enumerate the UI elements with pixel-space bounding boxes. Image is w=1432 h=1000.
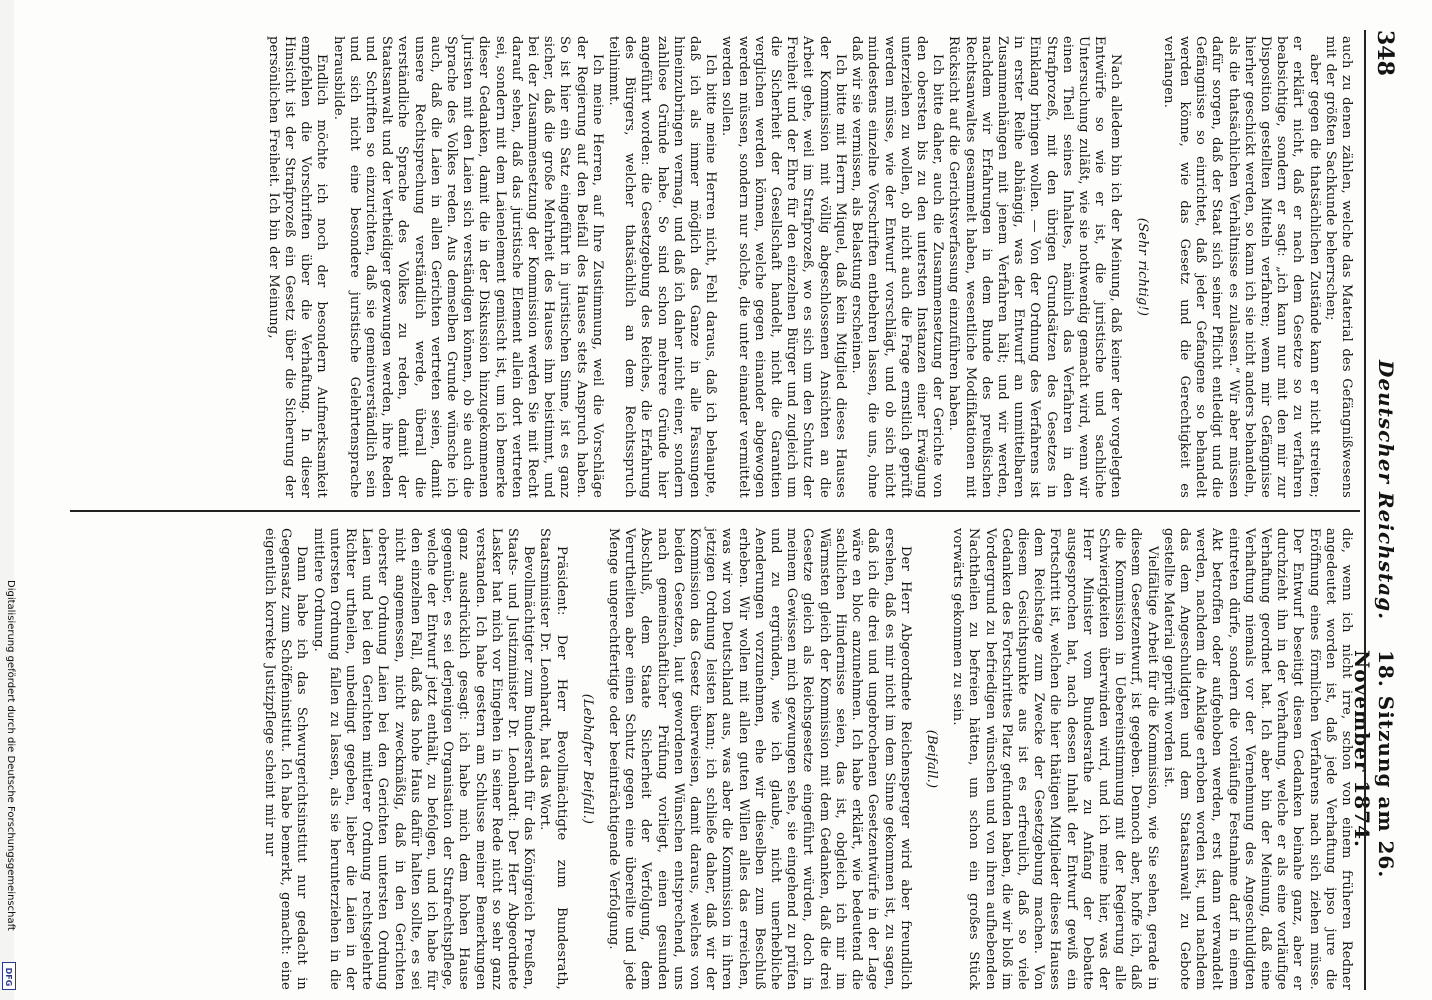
interjection: (Lebhafter Beifall.) [579,693,595,825]
interjection: (Sehr richtig!) [1134,217,1150,317]
paragraph: Dann habe ich das Schwurgerichtsinstitut nur gedacht in Gegensatz zum Schöffeninstitut. Ich habe bemerkt, gemacht: eine eigentlich korrekte Justizpflege scheint mir nur [262,528,310,990]
left-column [265,36,1354,498]
credit-text: Digitalisierung gefördert durch die Deutsche Forschungsgemeinschaft [5,580,16,931]
session-info: 18. Sitzung am 26. November 1874. [1350,650,1398,879]
paragraph: Ich bitte meine Herren nicht, Fehl daraus, daß ich behaupte, daß ich als immer möglich das Ganze in alle Fassungen hineinzubringen vermag, und daß ich daher nicht einer, sondern zahllose Gründe habe. So sind schon mehrere Gründe hier angeführt worden: die Gesetzgebung des Reiches, die Erfahrung des Bürgers, welcher thatsächlich an dem Rechtsspruch teilnimmt. [606,36,719,498]
speaker-paragraph: Präsident: Der Herr Bevollmächtigte zum Bundesrath, Staatsminister Dr. Leonhardt, hat das Wort. [537,528,569,990]
rotated-page-content [70,30,1400,990]
running-head [1350,30,1400,990]
paragraph: die, wenn ich nicht irre, schon von einem früheren Redner angedeutet worden ist, daß jede Verhaftung ipso jure die Eröffnung eines förmlichen Verfahrens nach sich ziehen müsse. Der Entwurf beseitigt diesen Gedanken beinahe ganz, aber er durchzieht ihn in der Verhaftung, welche er als eine vorläufige Verhaftung geordnet hat. Ich aber bin der Meinung, daß eine Verhaftung niemals vor der Vernehmung des Angeschuldigten eintreten dürfe, sondern die vorläufige Festnahme darf in einem Akt betroffen oder aufgehoben werden, erst dann verwandelt werden, nachdem die Anklage erhoben worden ist, und nachdem das dem Angeschuldigten und dem Staatsanwalt zu Gebote gestellte Material geprüft worden ist. [1160,528,1354,990]
paragraph: Ich meine Herren, auf Ihre Zustimmung, weil die Vorschläge der Regierung auf den Beifall des Hauses stets Anspruch haben. So ist hier ein Satz eingeführt in juristischen Sinne, ist es ganz sicher, daß die große Mehrheit des Hauses ihm beistimmt, und bei der Zusammensetzung der Kommission werden Sie mit Recht darauf sehen, daß das juristische Element allein dort vertreten sei, sondern mit dem Laienelement gemischt ist, um ich bemerke dieser Gedanken, damit die in der Diskussion hinzugekommenen Juristen mit den Laien sich verständigen können, ob sie auch die Sprache des Volkes reden. Aus demselben Grunde wünsche ich auch, daß die Laien in allen Gerichten vertreten seien, damit unsere Rechtsprechung verständlich werde, überall die verständliche Sprache des Volkes zu reden, damit der Staatsanwalt und der Vertheidiger gezwungen werden, ihre Reden und Schriften so einzurichten, daß sie gemeinverständlich sein und sich nicht eine besondere juristische Gelehrtensprache herausbilde. [330,36,605,498]
header-rule [1364,30,1366,990]
paragraph: Ich bitte mit Herrn Miquel, daß kein Mitglied dieses Hauses der Kommission mit völlig abgeschlossenen Ansichten an die Arbeit gehe, weil im Strafprozeß, wo es sich um den Schutz der Freiheit und der Ehre für den einzelnen Bürger und zugleich um die Sicherheit der Gesellschaft handelt, nicht die Garantien verglichen werden können, welche gegen einander abgewogen werden müssen, sondern nur solche, die unter einander vermittelt werden sollen. [719,36,848,498]
dfg-logo [2,962,16,990]
paragraph: auch zu denen zählen, welche das Material des Gefängnißwesens mit der größten Sachkunde beherrschen; [1322,36,1354,498]
paragraph: Ich bitte daher, auch die Zusammensetzung der Gerichte von den obersten bis zu den untersten Instanzen einer Erwägung unterziehen zu wollen, ob nicht auch die Frage ernstlich geprüft werden müsse, wie der Entwurf vorschlägt, und ob sich nicht mindestens einzelne Vorschriften entbehren lassen, die uns, ohne daß wir sie vermissen, als Belastung erscheinen. [849,36,946,498]
paragraph: Der Herr Abgeordnete Reichensperger wird aber freundlich ersehen, daß es mir nicht im dem Sinne gekommen ist, zu sagen, daß ich die drei und ungebrochenen Gesetzentwürfe in der Lage wäre en bloc anzunehmen. Ich habe erklärt, wie bedeutend die sachlichen Hindernisse seien, das ist, obgleich ich mir im Wärmsten gleich der Kommission mit dem Gedanken, daß die drei Gesetze gleich als Reichsgesetze eingeführt würden, doch in meinem Gewissen mich gezwungen sehe, sie eingehend zu prüfen und zu ergründen, wie ich glaube, nicht unerhebliche Aenderungen vorzunehmen, ehe wir dieselben zum Beschluß erheben. Wir wollen mit allen guten Willen alles das erreichen, was wir von Deutschland aus, was aber die Kommission in ihren jetzigen Ordnung leisten kann; ich schließe daher, daß wir der Kommission das Gesetz überweisen, damit daraus, welches von beiden Gesetzen, laut gewordenen Wünschen entsprechend, uns nach gemeinschaftlicher Prüfung vorliegt, einen gesunden Abschluß, dem Staate Sicherheit der Verfolgung, dem Verurtheilten aber einen Schutz gegen eine übereilte und jede Menge ungerechtfertigte oder beeinträchtigende Verfolgung. [606,528,913,990]
column-rule [70,510,1360,512]
speaker-paragraph: Bevollmächtigter zum Bundesrath für das Königreich Preußen, Staats- und Justizminister Dr. Leonhardt: Der Herr Abgeordnete Lasker hat mich vor Eingehen in seiner Rede nicht so sehr ganz verstanden. Ich habe gestern am Schlusse meiner Bemerkungen ganz ausdrücklich gesagt: ich habe mich dem hohen Hause gegenüber, es sei derjenigen Organisation der Strafrechtspflege, welche der Entwurf jetzt enthält, zu befolgen, und ich habe für den einzelnen Fall, daß das hohe Haus dafür halten sollte, es sei nicht angemessen, nicht zweckmäßig, daß in den Gerichten oberster Ordnung Laien bei den Gerichten untersten Ordnung Laien und bei den Gerichten mittlerer Ordnung rechtsgelehrte Richter urtheilen, unbedingt gegeben, lieber die Laien in der untersten Ordnung fallen zu lassen, als sie herunterziehen in die mittlere Ordnung. [310,528,537,990]
right-column [261,528,1354,990]
paragraph: Vielfältige Arbeit für die Kommission, wie Sie sehen, gerade in diesem Gesetzentwurf, ist gegeben. Dennoch aber, hoffe ich, daß die Kommission in Uebereinstimmung mit der Regierung alle Schwierigkeiten überwinden wird, und ich meine hier, was der Herr Minister vom Bundesrathe zu Anfang der Debatte ausgesprochen hat, nach dessen Inhalt der Entwurf gewiß ein Fortschritt ist, welchen die hier thätigen Mitglieder dieses Hauses dem Reichstage zum Zwecke der Gesetzgebung machen. Von diesem Gesichtspunkte aus ist es erfreulich, daß so viele Gedanken des Fortschrittes Platz gefunden haben, die wir bloß im Vordergrund zu befriedigen wünschen und von ihren aufhebenden Nachtheilen zu befreien hätten, um schon ein großes Stück vorwärts gekommen zu sein. [950,528,1160,990]
paragraph: Endlich möchte ich noch der besondern Aufmerksamkeit empfehlen die Vorschriften über die Verhaftung. In dieser Hinsicht ist der Strafprozeß ein Gesetz über die Sicherung der persönlichen Freiheit. Ich bin der Meinung, [265,36,330,498]
paragraph: aber gegen die thatsächlichen Zustände kann er nicht streiten; er erklärt nicht, daß er nach dem Gesetze so zu verfahren beabsichtige, sondern er sagt: „ich kann nur mit den mir zur Disposition gestellten Mitteln verfahren; wenn mir Gefängnisse hierher geschickt werden, so kann ich sie nicht anders behandeln, als die thatsächlichen Verhältnisse es zulassen.“ Wir aber müssen dafür sorgen, daß der Staat sich seiner Pflicht entledigt und die Gefängnisse so einrichtet, daß jeder Gefangene so behandelt werden könne, wie das Gesetz und die Gerechtigkeit es verlangen. [1160,36,1322,498]
paragraph: Nach alledem bin ich der Meinung, daß keiner der vorgelegten Entwürfe so wie er ist, die juristische und sachliche Untersuchung zuläßt, wie sie nothwendig gemacht wird, wenn wir einen Theil seines Inhaltes, nämlich das Verfahren in den Strafprozeß, mit den übrigen Grundsätzen des Gesetzes in Einklang bringen wollen. — Von der Ordnung des Verfahrens ist in erster Reihe abhängig, was der Entwurf an unmittelbaren Zusammenhängen mit jenem Verfahren hält; und wir werden, nachdem wir Erfahrungen in dem Bunde des preußischen Rechtsanwaltes gesammelt haben, wesentliche Modifikationen mit Rücksicht auf die Gerichtsverfassung einzuführen haben. [946,36,1124,498]
interjection: (Beifall.) [923,729,939,789]
publication-title: Deutscher Reichstag. [1374,360,1398,621]
digitization-credit [2,580,18,990]
logo-text: DFG [4,967,13,987]
page-number: 348 [1372,30,1398,76]
